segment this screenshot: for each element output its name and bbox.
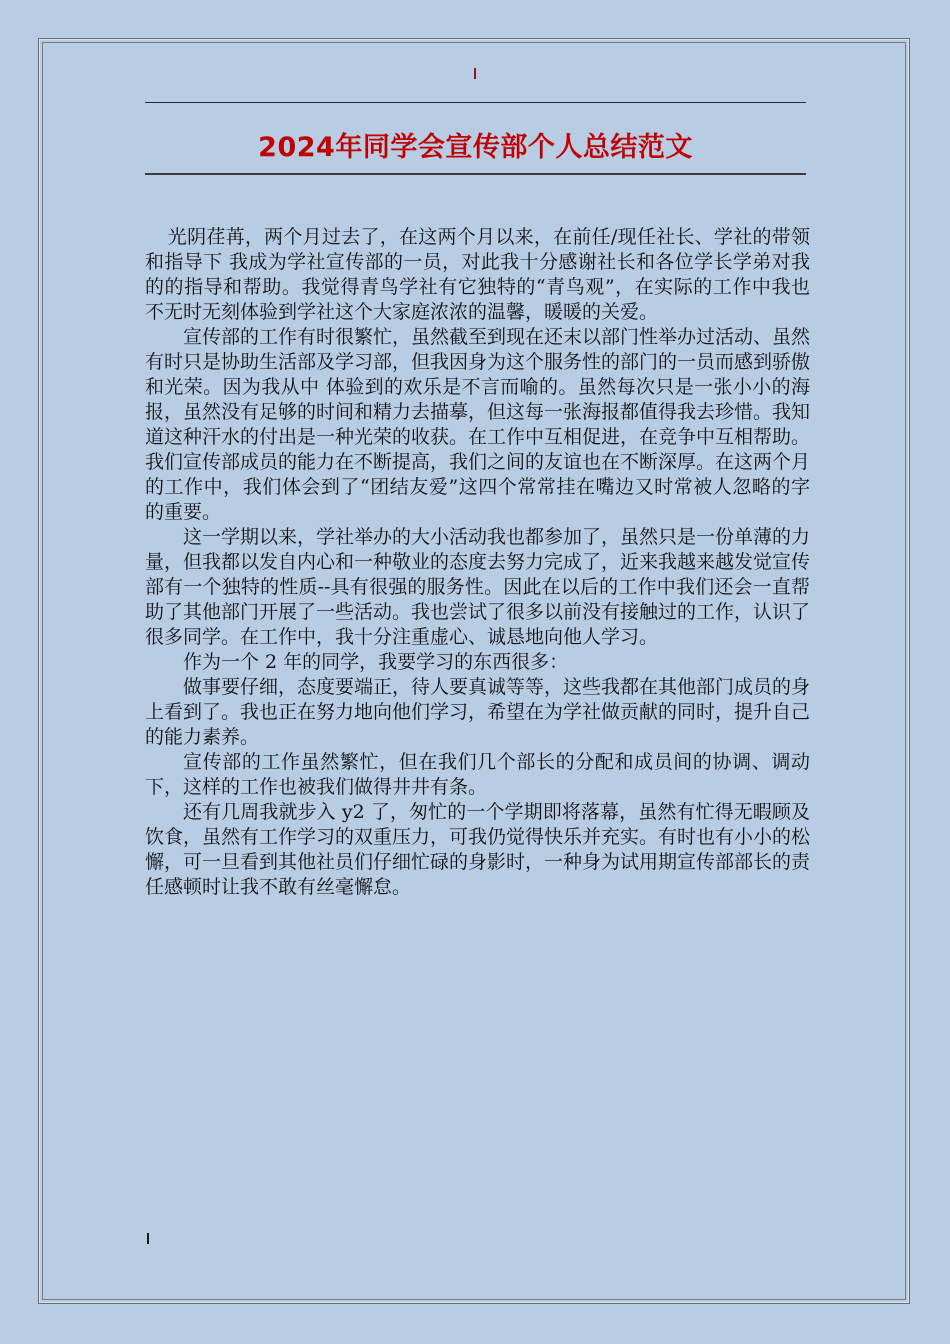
document-body: [145, 225, 810, 900]
paragraph-6: 宣传部的工作虽然繁忙，但在我们几个部长的分配和成员间的协调、调动下，这样的工作也被我们做得井井有条。: [145, 751, 810, 798]
paragraph-2: 宣传部的工作有时很繁忙，虽然截至到现在还末以部门性举办过活动、虽然有时只是协助生活部及学习部，但我因身为这个服务性的部门的一员而感到骄傲和光荣。因为我从中 体验到的欢乐是不言而喻的。虽然每次只是一张小小的海报，虽然没有足够的时间和精力去描摹，但这每一张海报都值得我去珍惜。我知道这种汗水的付出是一种光荣的收获。在工作中互相促进，在竞争中互相帮助。我们宣传部成员的能力在不断提高，我们之间的友谊也在不断深厚。在这两个月的工作中，我们体会到了“团结友爱”这四个常常挂在嘴边又时常被人忽略的字的重要。: [145, 326, 811, 523]
header-rule: [145, 102, 806, 103]
paragraph-1: 光阴荏苒，两个月过去了，在这两个月以来，在前任/现任社长、学社的带领和指导下 我成为学社宣传部的一员，对此我十分感谢社长和各位学长学弟对我的的指导和帮助。我觉得青鸟学社有它独特的“青鸟观”，在实际的工作中我也不无时无刻体验到学社这个大家庭浓浓的温馨，暖暖的关爱。: [145, 226, 810, 323]
footer-cursor-mark: [147, 1233, 149, 1244]
paragraph-4: 作为一个 2 年的同学，我要学习的东西很多：: [183, 651, 569, 673]
document-title: 2024年同学会宣传部个人总结范文: [258, 132, 693, 163]
header-cursor-mark: [474, 68, 476, 79]
title-underline: [145, 173, 806, 175]
paragraph-5: 做事要仔细，态度要端正，待人要真诚等等，这些我都在其他部门成员的身上看到了。我也正在努力地向他们学习，希望在为学社做贡献的同时，提升自己的能力素养。: [145, 676, 811, 748]
paragraph-7: 还有几周我就步入 y2 了，匆忙的一个学期即将落幕，虽然有忙得无暇顾及饮食，虽然有工作学习的双重压力，可我仍觉得快乐并充实。有时也有小小的松懈，可一旦看到其他社员们仔细忙碌的身影时，一种身为试用期宣传部部长的责任感顿时让我不敢有丝毫懈怠。: [145, 801, 811, 898]
paragraph-3: 这一学期以来，学社举办的大小活动我也都参加了，虽然只是一份单薄的力量，但我都以发自内心和一种敬业的态度去努力完成了，近来我越来越发觉宣传部有一个独特的性质--具有很强的服务性。因此在以后的工作中我们还会一直帮助了其他部门开展了一些活动。我也尝试了很多以前没有接触过的工作，认识了很多同学。在工作中，我十分注重虚心、诚恳地向他人学习。: [145, 526, 811, 648]
